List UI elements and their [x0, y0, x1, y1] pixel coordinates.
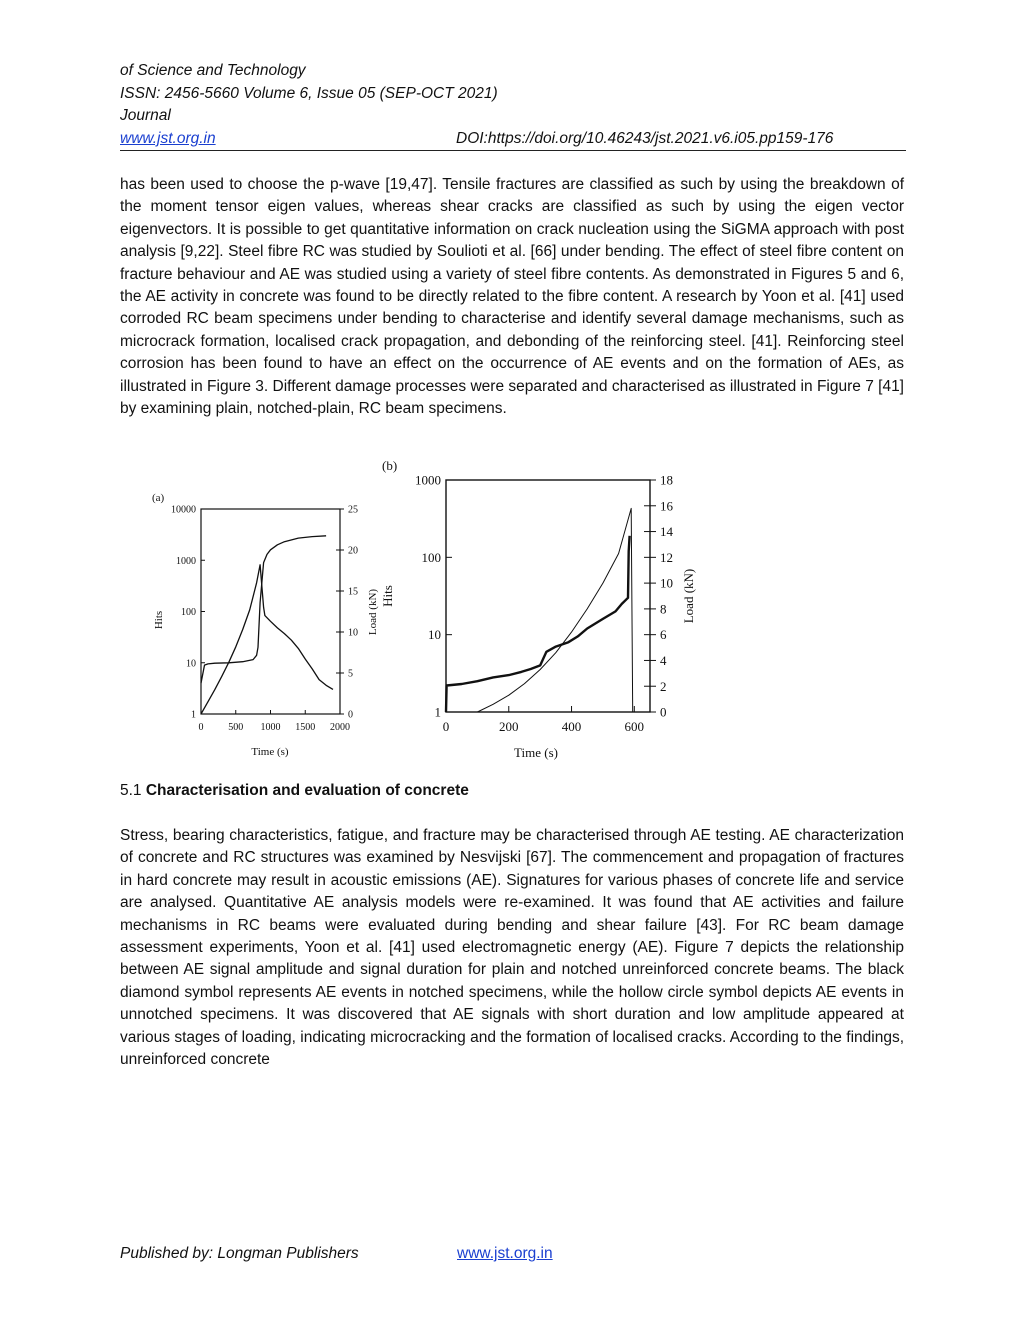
header-url-link[interactable]: www.jst.org.in — [120, 130, 216, 147]
y2-tick-label: 8 — [660, 601, 667, 617]
y2-tick-label: 0 — [660, 704, 667, 720]
y2-tick-label: 0 — [348, 709, 353, 721]
x-tick-label: 0 — [198, 722, 204, 733]
issn-line: ISSN: 2456-5660 Volume 6, Issue 05 (SEP-OCT 2021) — [120, 85, 498, 102]
x-tick-label: 500 — [228, 722, 244, 733]
y2-tick-label: 25 — [348, 504, 358, 516]
section-number: 5.1 — [120, 782, 146, 799]
body-paragraph-2: Stress, bearing characteristics, fatigue, and fracture may be characterised through AE testing. AE characterization of concrete and RC structures was examined by Nesvijski [67]. The commencement and propagation of fractures in hard concrete may result in acoustic emissions (AE). Signatures for various phases of concrete life and service are analysed. Quantitative AE analysis models were re-examined. It was found that AE activities and failure mechanisms in RC beams were evaluated during bending and shear failure [43]. For RC beam damage assessment experiments, Yoon et al. [41] used electromagnetic energy (AE). Figure 7 depicts the relationship between AE signal amplitude and signal duration for plain and notched unreinforced concrete beams. The black diamond symbol represents AE events in notched specimens, while the hollow circle symbol depicts AE events in unnotched specimens. It was discovered that AE signals with short duration and low amplitude appeared at various stages of loading, indicating microcracking and the formation of localised cracks. According to the findings, unreinforced concrete — [120, 827, 904, 1069]
y-tick-label: 100 — [181, 607, 196, 618]
y-tick-label: 100 — [421, 549, 441, 565]
section-heading — [120, 780, 469, 802]
y2-tick-label: 10 — [348, 627, 358, 639]
chart-b — [380, 458, 696, 760]
y2-tick-label: 16 — [660, 498, 673, 514]
y2-tick-label: 20 — [348, 545, 358, 557]
y2-tick-label: 10 — [660, 575, 673, 591]
load-series-line — [201, 565, 333, 714]
journal-name-line: of Science and Technology — [120, 62, 306, 79]
y2-tick-label: 15 — [348, 586, 358, 598]
chart-a — [152, 492, 379, 758]
footer-url-link[interactable]: www.jst.org.in — [457, 1245, 553, 1262]
y2-tick-label: 4 — [660, 652, 667, 668]
x-tick-label: 1000 — [260, 722, 281, 733]
x-tick-label: 600 — [624, 719, 645, 734]
x-tick-label: 0 — [442, 719, 450, 734]
x-tick-label: 1500 — [295, 722, 316, 733]
y-tick-label: 1000 — [176, 555, 196, 567]
hits-series-line — [446, 536, 630, 712]
figure-svg — [140, 450, 710, 770]
y2-tick-label: 12 — [660, 549, 673, 565]
header-rule — [120, 150, 906, 151]
chart-b-ylabel: Hits — [380, 585, 395, 607]
x-tick-label: 400 — [561, 719, 582, 734]
chart-a-frame — [201, 509, 340, 714]
doi-text: DOI:https://doi.org/10.46243/jst.2021.v6.i05.pp159-176 — [456, 130, 834, 147]
y-tick-label: 10 — [428, 627, 441, 643]
chart-b-xlabel: Time (s) — [514, 745, 558, 760]
y-tick-label: 1 — [434, 704, 441, 720]
y2-tick-label: 6 — [660, 627, 667, 643]
y-tick-label: 1 — [191, 709, 196, 721]
x-tick-label: 200 — [499, 719, 519, 734]
y2-tick-label: 14 — [660, 524, 673, 540]
y-tick-label: 1000 — [415, 472, 441, 488]
chart-b-frame — [446, 480, 650, 712]
journal-label-line: Journal — [120, 107, 171, 124]
chart-a-y2label: Load (kN) — [367, 588, 379, 636]
chart-b-panel-label: (b) — [382, 458, 398, 473]
y-tick-label: 10 — [186, 658, 196, 670]
y2-tick-label: 5 — [348, 668, 353, 680]
body-paragraph-1: has been used to choose the p-wave [19,47]. Tensile fractures are classified as such by using the breakdown of the moment tensor eigen values, whereas shear cracks are classified as such by using the eigen vector eigenvectors. It is possible to get quantitative information on crack nucleation using the SiGMA approach with post analysis [9,22]. Steel fibre RC was studied by Soulioti et al. [66] under bending. The effect of steel fibre content on fracture behaviour and AE was studied using a variety of steel fibre contents. As demonstrated in Figures 5 and 6, the AE activity in concrete was found to be directly related to the fibre content. A research by Yoon et al. [41] used corroded RC beam specimens under bending to characterise and identify several damage mechanisms, such as microcrack formation, localised crack propagation, and debonding of the reinforcing steel. [41]. Reinforcing steel corrosion has been found to have an effect on the occurrence of AE events and on the formation of AEs, as illustrated in Figure 3. Different damage processes were separated and characterised as illustrated in Figure 7 [41] by examining plain, notched-plain, RC beam specimens. — [120, 176, 904, 418]
y2-tick-label: 18 — [660, 472, 673, 488]
section-title: Characterisation and evaluation of concrete — [145, 782, 469, 799]
chart-b-y2label: Load (kN) — [681, 568, 696, 624]
footer-publisher: Published by: Longman Publishers — [120, 1245, 359, 1262]
x-tick-label: 2000 — [330, 722, 350, 733]
chart-a-xlabel: Time (s) — [251, 746, 289, 758]
figure — [140, 450, 710, 770]
chart-a-ylabel: Hits — [153, 610, 165, 630]
y-tick-label: 10000 — [171, 504, 196, 516]
chart-a-panel-label: (a) — [152, 492, 165, 504]
y2-tick-label: 2 — [660, 678, 667, 694]
